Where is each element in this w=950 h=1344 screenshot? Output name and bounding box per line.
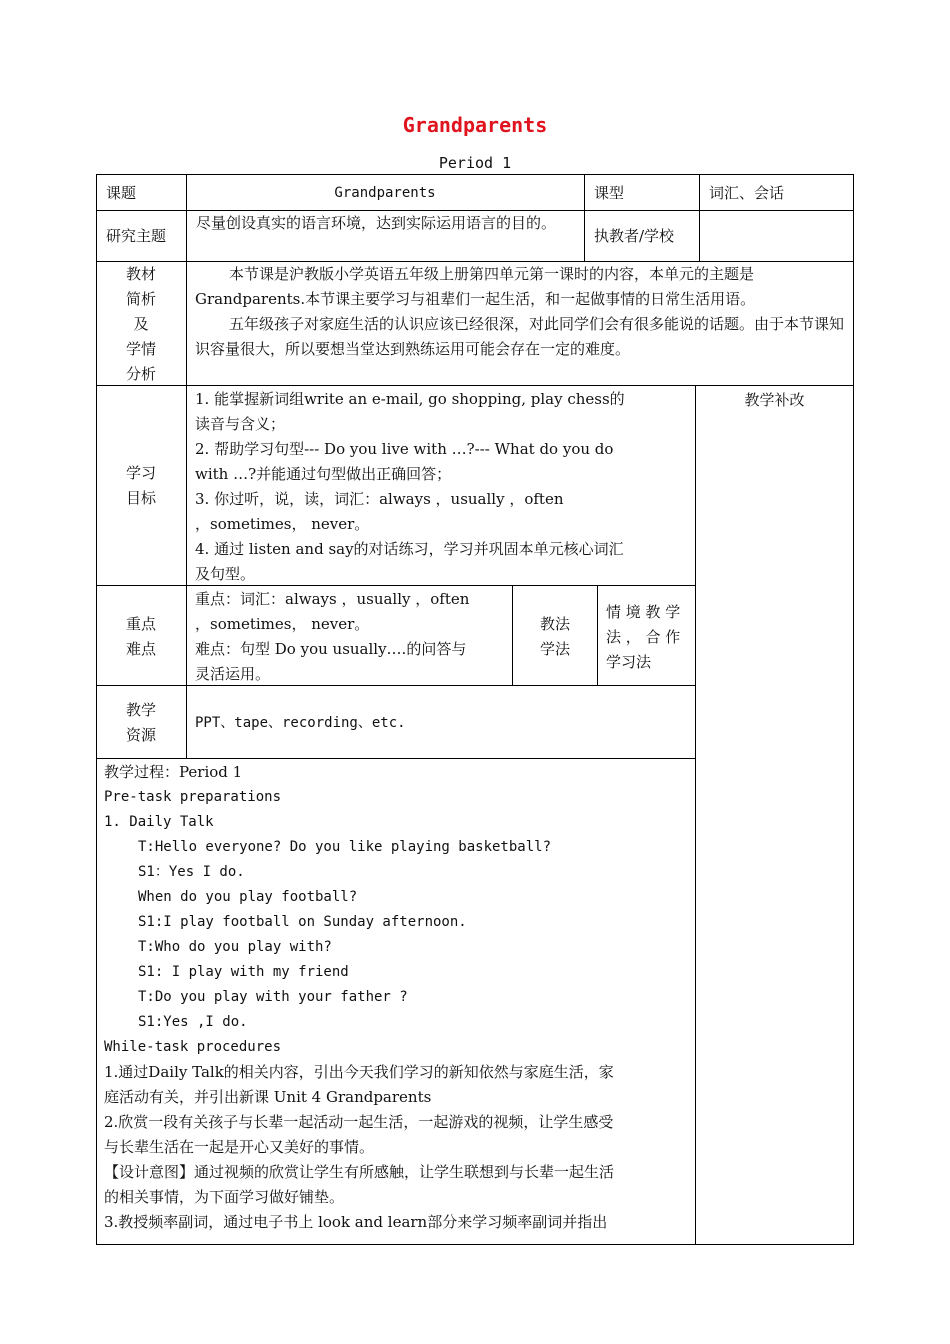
label-line: 重点 [125,615,156,633]
label-line: 资源 [125,726,156,744]
label-line: 教学 [125,701,156,719]
process-line: 1. Daily Talk [104,814,214,830]
theme-value: 尽量创设真实的语言环境，达到实际运用语言的目的。 [196,214,557,232]
table-border-top [96,174,854,175]
process-line: 教学过程：Period 1 [104,763,243,781]
objective-line: 3. 你过听，说，读，词汇：always ，usually ，often [195,490,564,508]
process-line: 2.欣赏一段有关孩子与长辈一起活动一起生活，一起游戏的视频，让学生感受 [104,1113,614,1131]
column-divider [186,174,187,758]
objectives-text [195,387,690,587]
label-line: 简析 [125,290,156,308]
key-point-line: 重点：词汇：always ，usually ，often [195,590,470,608]
row-divider [96,385,854,386]
process-line: 的相关事情，为下面学习做好铺垫。 [104,1188,345,1206]
objective-line: 及句型。 [195,565,256,583]
process-line: Pre-task preparations [104,789,282,805]
method-line: 学习法 [606,653,652,671]
key-point-line: ，sometimes， never。 [195,615,370,633]
analysis-paragraph: 本节课是沪教版小学英语五年级上册第四单元第一课时的内容，本单元的主题是Grandparents.本节课主要学习与祖辈们一起生活，和一起做事情的日常生活用语。 [195,265,756,308]
resources-label [96,698,186,748]
type-value: 词汇、会话 [709,184,785,202]
objective-line: 1. 能掌握新词组write an e-mail, go shopping, play chess的 [195,390,625,408]
type-label: 课型 [594,184,625,202]
lesson-plan-table [96,174,854,1245]
key-point-line: 灵活运用。 [195,665,271,683]
key-point-line: 难点：句型 Do you usually….的问答与 [195,640,467,658]
topic-value: Grandparents [334,185,436,201]
analysis-text [195,262,847,362]
process-line: When do you play football? [138,889,358,905]
theme-label: 研究主题 [106,227,167,245]
row-divider [96,758,695,759]
label-line: 及 [133,315,149,333]
process-line: S1: I play with my friend [138,964,349,980]
column-divider [584,174,585,261]
process-text [104,760,689,1235]
document-subtitle: Period 1 [438,154,512,172]
analysis-label [96,262,186,387]
key-points-label [96,612,186,662]
process-line: S1:Yes ,I do. [138,1014,248,1030]
label-line: 难点 [125,640,156,658]
method-value [606,600,694,675]
supplement-label: 教学补改 [744,391,805,409]
analysis-paragraph: 五年级孩子对家庭生活的认识应该已经很深，对此同学们会有很多能说的话题。由于本节课知识容量很大，所以要想当堂达到熟练运用可能会存在一定的难度。 [195,315,845,358]
process-line: T:Who do you play with? [138,939,332,955]
method-line: 法 ， 合 作 [606,628,681,646]
process-line: 【设计意图】通过视频的欣赏让学生有所感触，让学生联想到与长辈一起生活 [104,1163,615,1181]
process-line: 1.通过Daily Talk的相关内容，引出今天我们学习的新知依然与家庭生活，家 [104,1063,614,1081]
label-line: 学习 [125,464,156,482]
objectives-label [96,461,186,511]
column-divider [597,585,598,685]
process-line: T:Hello everyone? Do you like playing basketball? [138,839,552,855]
teacher-label: 执教者/学校 [594,227,675,245]
process-line: 3.教授频率副词，通过电子书上 look and learn部分来学习频率副词并指出 [104,1213,608,1231]
table-border-right [853,174,854,1245]
process-line: S1:I play football on Sunday afternoon. [138,914,467,930]
table-border-bottom [96,1244,854,1245]
document-title: Grandparents [402,113,548,137]
method-line: 情 境 教 学 [606,603,681,621]
process-line: 与长辈生活在一起是开心又美好的事情。 [104,1138,375,1156]
process-line: T:Do you play with your father ? [138,989,408,1005]
column-divider [695,385,696,1245]
column-divider [699,174,700,261]
label-line: 教材 [125,265,156,283]
label-line: 目标 [125,489,156,507]
label-line: 教法 [539,615,570,633]
objective-line: 读音与含义； [195,415,286,433]
objective-line: ，sometimes， never。 [195,515,370,533]
process-line: 庭活动有关，并引出新课 Unit 4 Grandparents [104,1088,432,1106]
topic-label: 课题 [106,184,137,202]
process-line: While-task procedures [104,1039,282,1055]
objective-line: 4. 通过 listen and say的对话练习，学习并巩固本单元核心词汇 [195,540,624,558]
key-points-text [195,587,507,687]
method-label [513,612,597,662]
label-line: 学情 [125,340,156,358]
process-line: S1：Yes I do. [138,864,245,880]
resources-value: PPT、tape、recording、etc. [195,715,406,731]
objective-line: 2. 帮助学习句型--- Do you live with …?--- What do you do [195,440,614,458]
label-line: 学法 [539,640,570,658]
label-line: 分析 [125,365,156,383]
objective-line: with …?并能通过句型做出正确回答； [195,465,452,483]
